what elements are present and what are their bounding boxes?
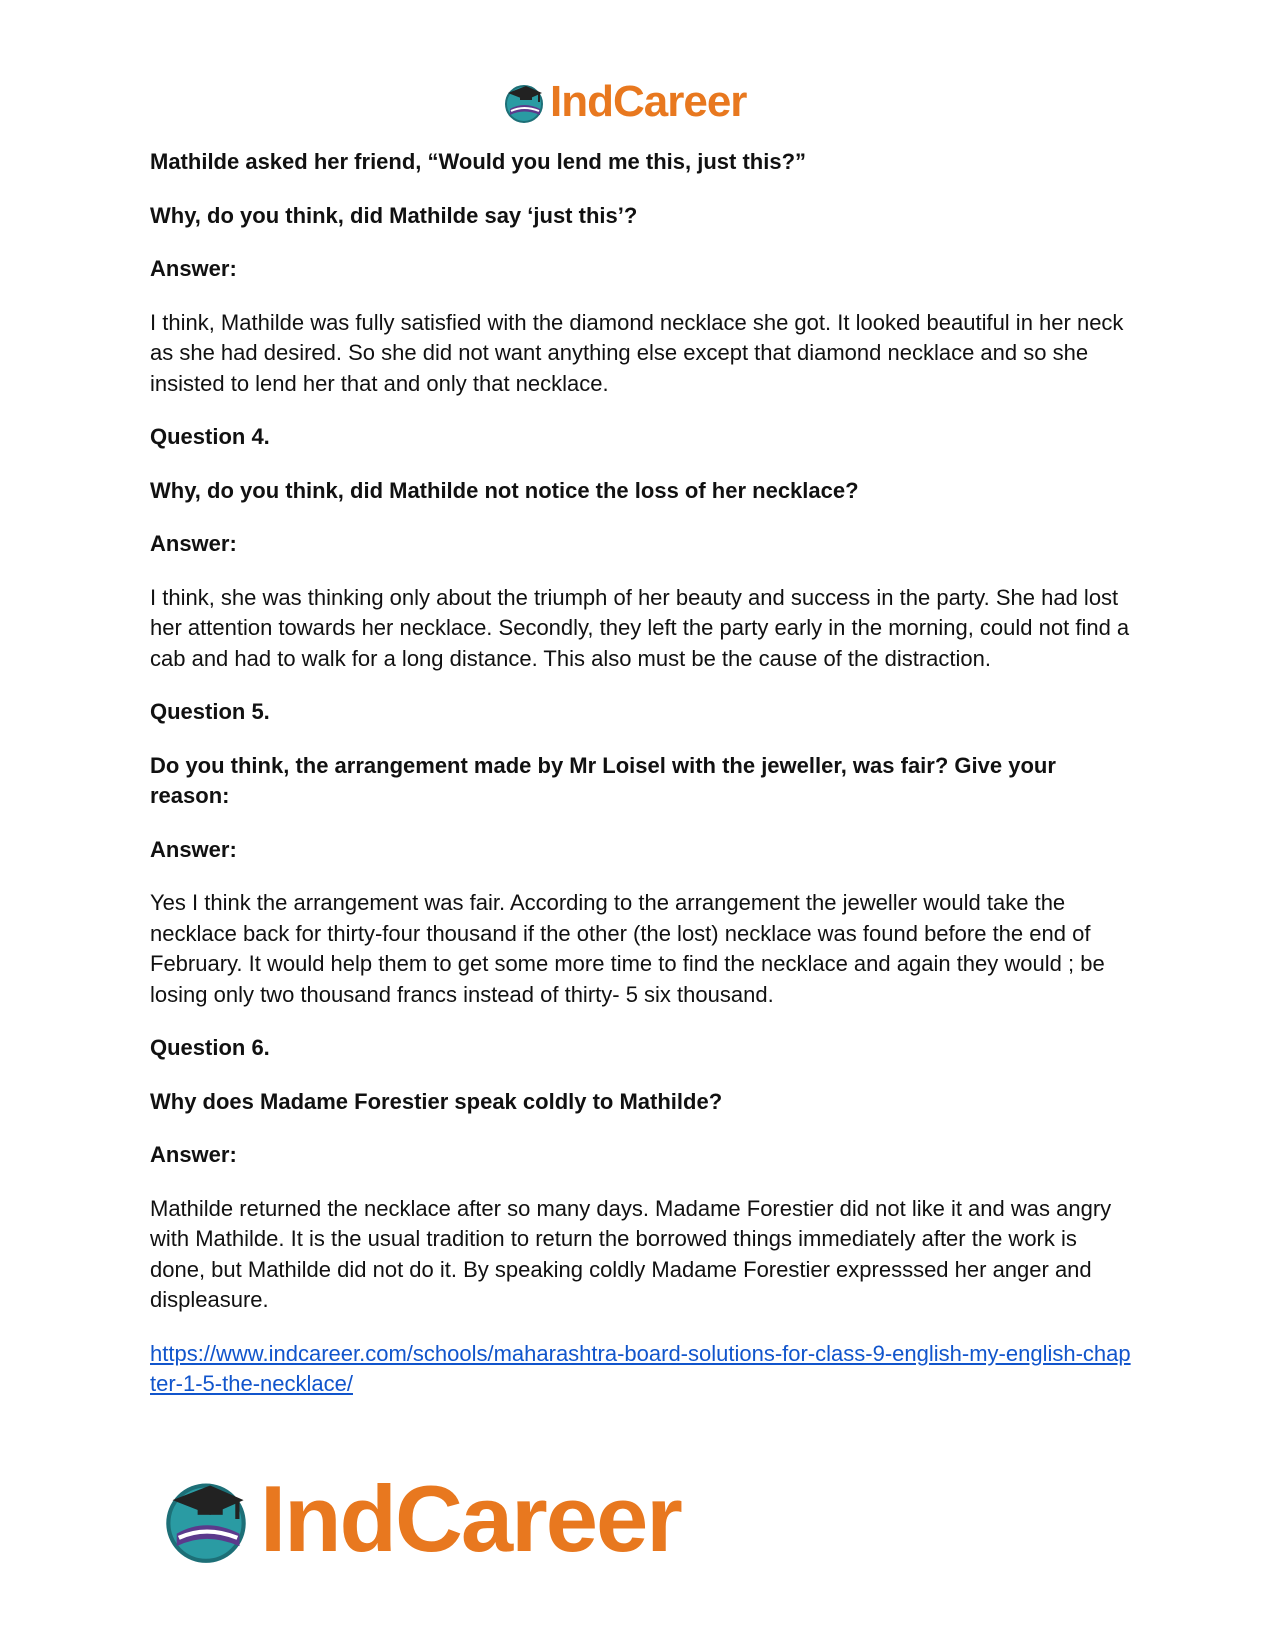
graduation-globe-book-icon [160,1475,252,1563]
source-link[interactable]: https://www.indcareer.com/schools/maharashtra-board-solutions-for-class-9-english-my-english-chapter-1-5-the-necklace/ [150,1340,1131,1396]
answer-5-text: Yes I think the arrangement was fair. According to the arrangement the jeweller would take the necklace back for thirty-four thousand if the other (the lost) necklace was found before the end of February. It would help them to get some more time to find the necklace and again they would ; be losing only two thousand francs instead of thirty- 5 six thousand. [150,890,1105,1007]
question-4-text: Why, do you think, did Mathilde not notice the loss of her necklace? [150,477,859,503]
question-5-heading: Question 5. [150,699,270,724]
question-3-text: Why, do you think, did Mathilde say ‘just this’? [150,202,638,228]
answer-4-text: I think, she was thinking only about the triumph of her beauty and success in the party. She had lost her attention towards her necklace. Secondly, they left the party early in the morning, could not find a cab and had to walk for a long distance. This also must be the cause of the distraction. [150,584,1130,671]
answer-6-text: Mathilde returned the necklace after so many days. Madame Forestier did not like it and was angry with Mathilde. It is the usual tradition to return the borrowed things immediately after the work is done, but Mathilde did not do it. By speaking coldly Madame Forestier expresssed her anger and displeasure. [150,1195,1112,1312]
document-body [150,147,1135,1400]
answer-3-text: I think, Mathilde was fully satisfied with the diamond necklace she got. It looked beautiful in her neck as she had desired. So she did not want anything else except that diamond necklace and so she insisted to lend her that and only that necklace. [150,309,1124,396]
footer-logo [160,1466,681,1571]
answer-label: Answer: [150,836,237,862]
brand-logo-text: IndCareer [550,77,747,126]
intro-quote: Mathilde asked her friend, “Would you lend me this, just this?” [150,149,807,174]
brand-logo-text: IndCareer [260,1466,681,1571]
graduation-globe-book-icon [502,81,546,123]
question-4-heading: Question 4. [150,424,270,449]
answer-label: Answer: [150,531,237,556]
question-6-heading: Question 6. [150,1035,270,1060]
question-5-text: Do you think, the arrangement made by Mr Loisel with the jeweller, was fair? Give your reason: [150,752,1056,808]
answer-label: Answer: [150,1142,237,1167]
question-6-text: Why does Madame Forestier speak coldly to Mathilde? [150,1088,723,1114]
header-logo [502,77,747,126]
answer-label: Answer: [150,256,237,281]
